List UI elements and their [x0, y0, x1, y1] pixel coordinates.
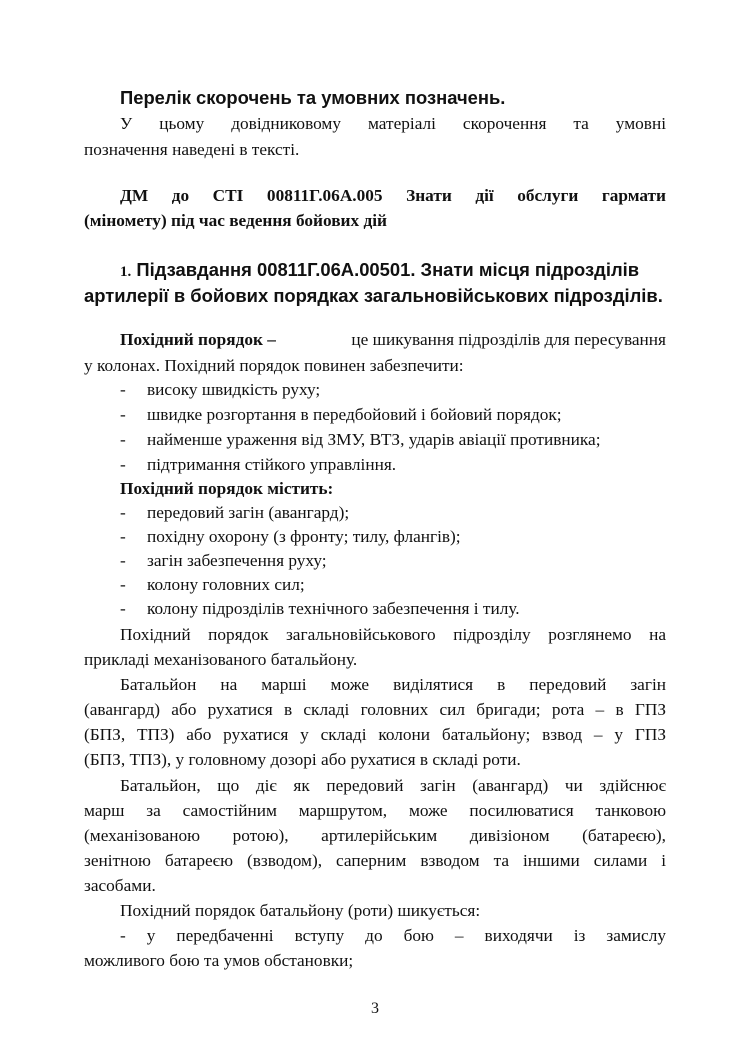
list-item: передовий загін (авангард);	[147, 503, 350, 522]
intro-line-2: позначення наведені в тексті.	[84, 140, 300, 159]
list-bullet: -	[120, 380, 126, 399]
paragraph-line: (механізованою ротою), артилерійським дивізіоном (батареєю),	[84, 826, 666, 845]
list-item: високу швидкість руху;	[147, 380, 321, 399]
page-number: 3	[371, 1000, 379, 1017]
subtask-heading-line-1	[120, 259, 639, 281]
list-item: найменше ураження від ЗМУ, ВТЗ, ударів авіації противника;	[147, 430, 601, 449]
list-bullet: -	[120, 575, 126, 594]
subtask-number: 1.	[120, 264, 132, 280]
paragraph-line: зенітною батареєю (взводом), саперним взводом та іншими силами і	[84, 851, 666, 870]
march-order-line-2: у колонах. Похідний порядок повинен забезпечити:	[84, 356, 464, 375]
march-order-term: Похідний порядок –	[120, 330, 276, 349]
section-title: Перелік скорочень та умовних позначень.	[120, 87, 506, 108]
subtask-title: Підзавдання 00811Г.06А.00501. Знати місця підрозділів	[136, 259, 640, 280]
intro-line-1: У цьому довідниковому матеріалі скорочення та умовні	[120, 114, 666, 133]
list-item: загін забезпечення руху;	[147, 551, 327, 570]
paragraph-line: Похідний порядок батальйону (роти) шикується:	[120, 901, 481, 920]
list-item: похідну охорону (з фронту; тилу, флангів);	[147, 527, 461, 546]
paragraph-line: прикладі механізованого батальйону.	[84, 650, 358, 669]
paragraph-line: Похідний порядок загальновійськового підрозділу розглянемо на	[120, 625, 666, 644]
subtask-heading-line-2: артилерії в бойових порядках загальновійськових підрозділів.	[84, 285, 663, 306]
list-bullet: -	[120, 527, 126, 546]
list-item: швидке розгортання в передбойовий і бойовий порядок;	[147, 405, 562, 424]
composition-heading: Похідний порядок містить:	[120, 479, 334, 498]
paragraph-line: Батальйон, що діє як передовий загін (авангард) чи здійснює	[120, 776, 666, 795]
march-order-definition: це шикування підрозділів для пересування	[351, 330, 666, 349]
paragraph-line: (БПЗ, ТПЗ), у головному дозорі або рухатися в складі роти.	[84, 750, 521, 769]
march-order-line-1	[120, 330, 666, 350]
list-bullet: -	[120, 551, 126, 570]
paragraph-line: - у передбаченні вступу до бою – виходячи із замислу	[120, 926, 666, 945]
dm-heading-line-1: ДМ до СТІ 00811Г.06А.005 Знати дії обслуги гармати	[120, 186, 666, 205]
list-item: колону підрозділів технічного забезпечення і тилу.	[147, 599, 520, 618]
list-item: підтримання стійкого управління.	[147, 455, 397, 474]
paragraph-line: можливого бою та умов обстановки;	[84, 951, 354, 970]
list-bullet: -	[120, 503, 126, 522]
list-bullet: -	[120, 455, 126, 474]
list-item: колону головних сил;	[147, 575, 305, 594]
list-bullet: -	[120, 405, 126, 424]
paragraph-line: марш за самостійним маршрутом, може посилюватися танковою	[84, 801, 666, 820]
paragraph-line: (БПЗ, ТПЗ) або рухатися у складі колони батальйону; взвод – у ГПЗ	[84, 725, 666, 744]
paragraph-line: засобами.	[84, 876, 156, 895]
list-bullet: -	[120, 430, 126, 449]
paragraph-line: (авангард) або рухатися в складі головних сил бригади; рота – в ГПЗ	[84, 700, 666, 719]
list-bullet: -	[120, 599, 126, 618]
dm-heading-line-2: (міномету) під час ведення бойових дій	[84, 211, 387, 230]
paragraph-line: Батальйон на марші може виділятися в передовий загін	[120, 675, 666, 694]
